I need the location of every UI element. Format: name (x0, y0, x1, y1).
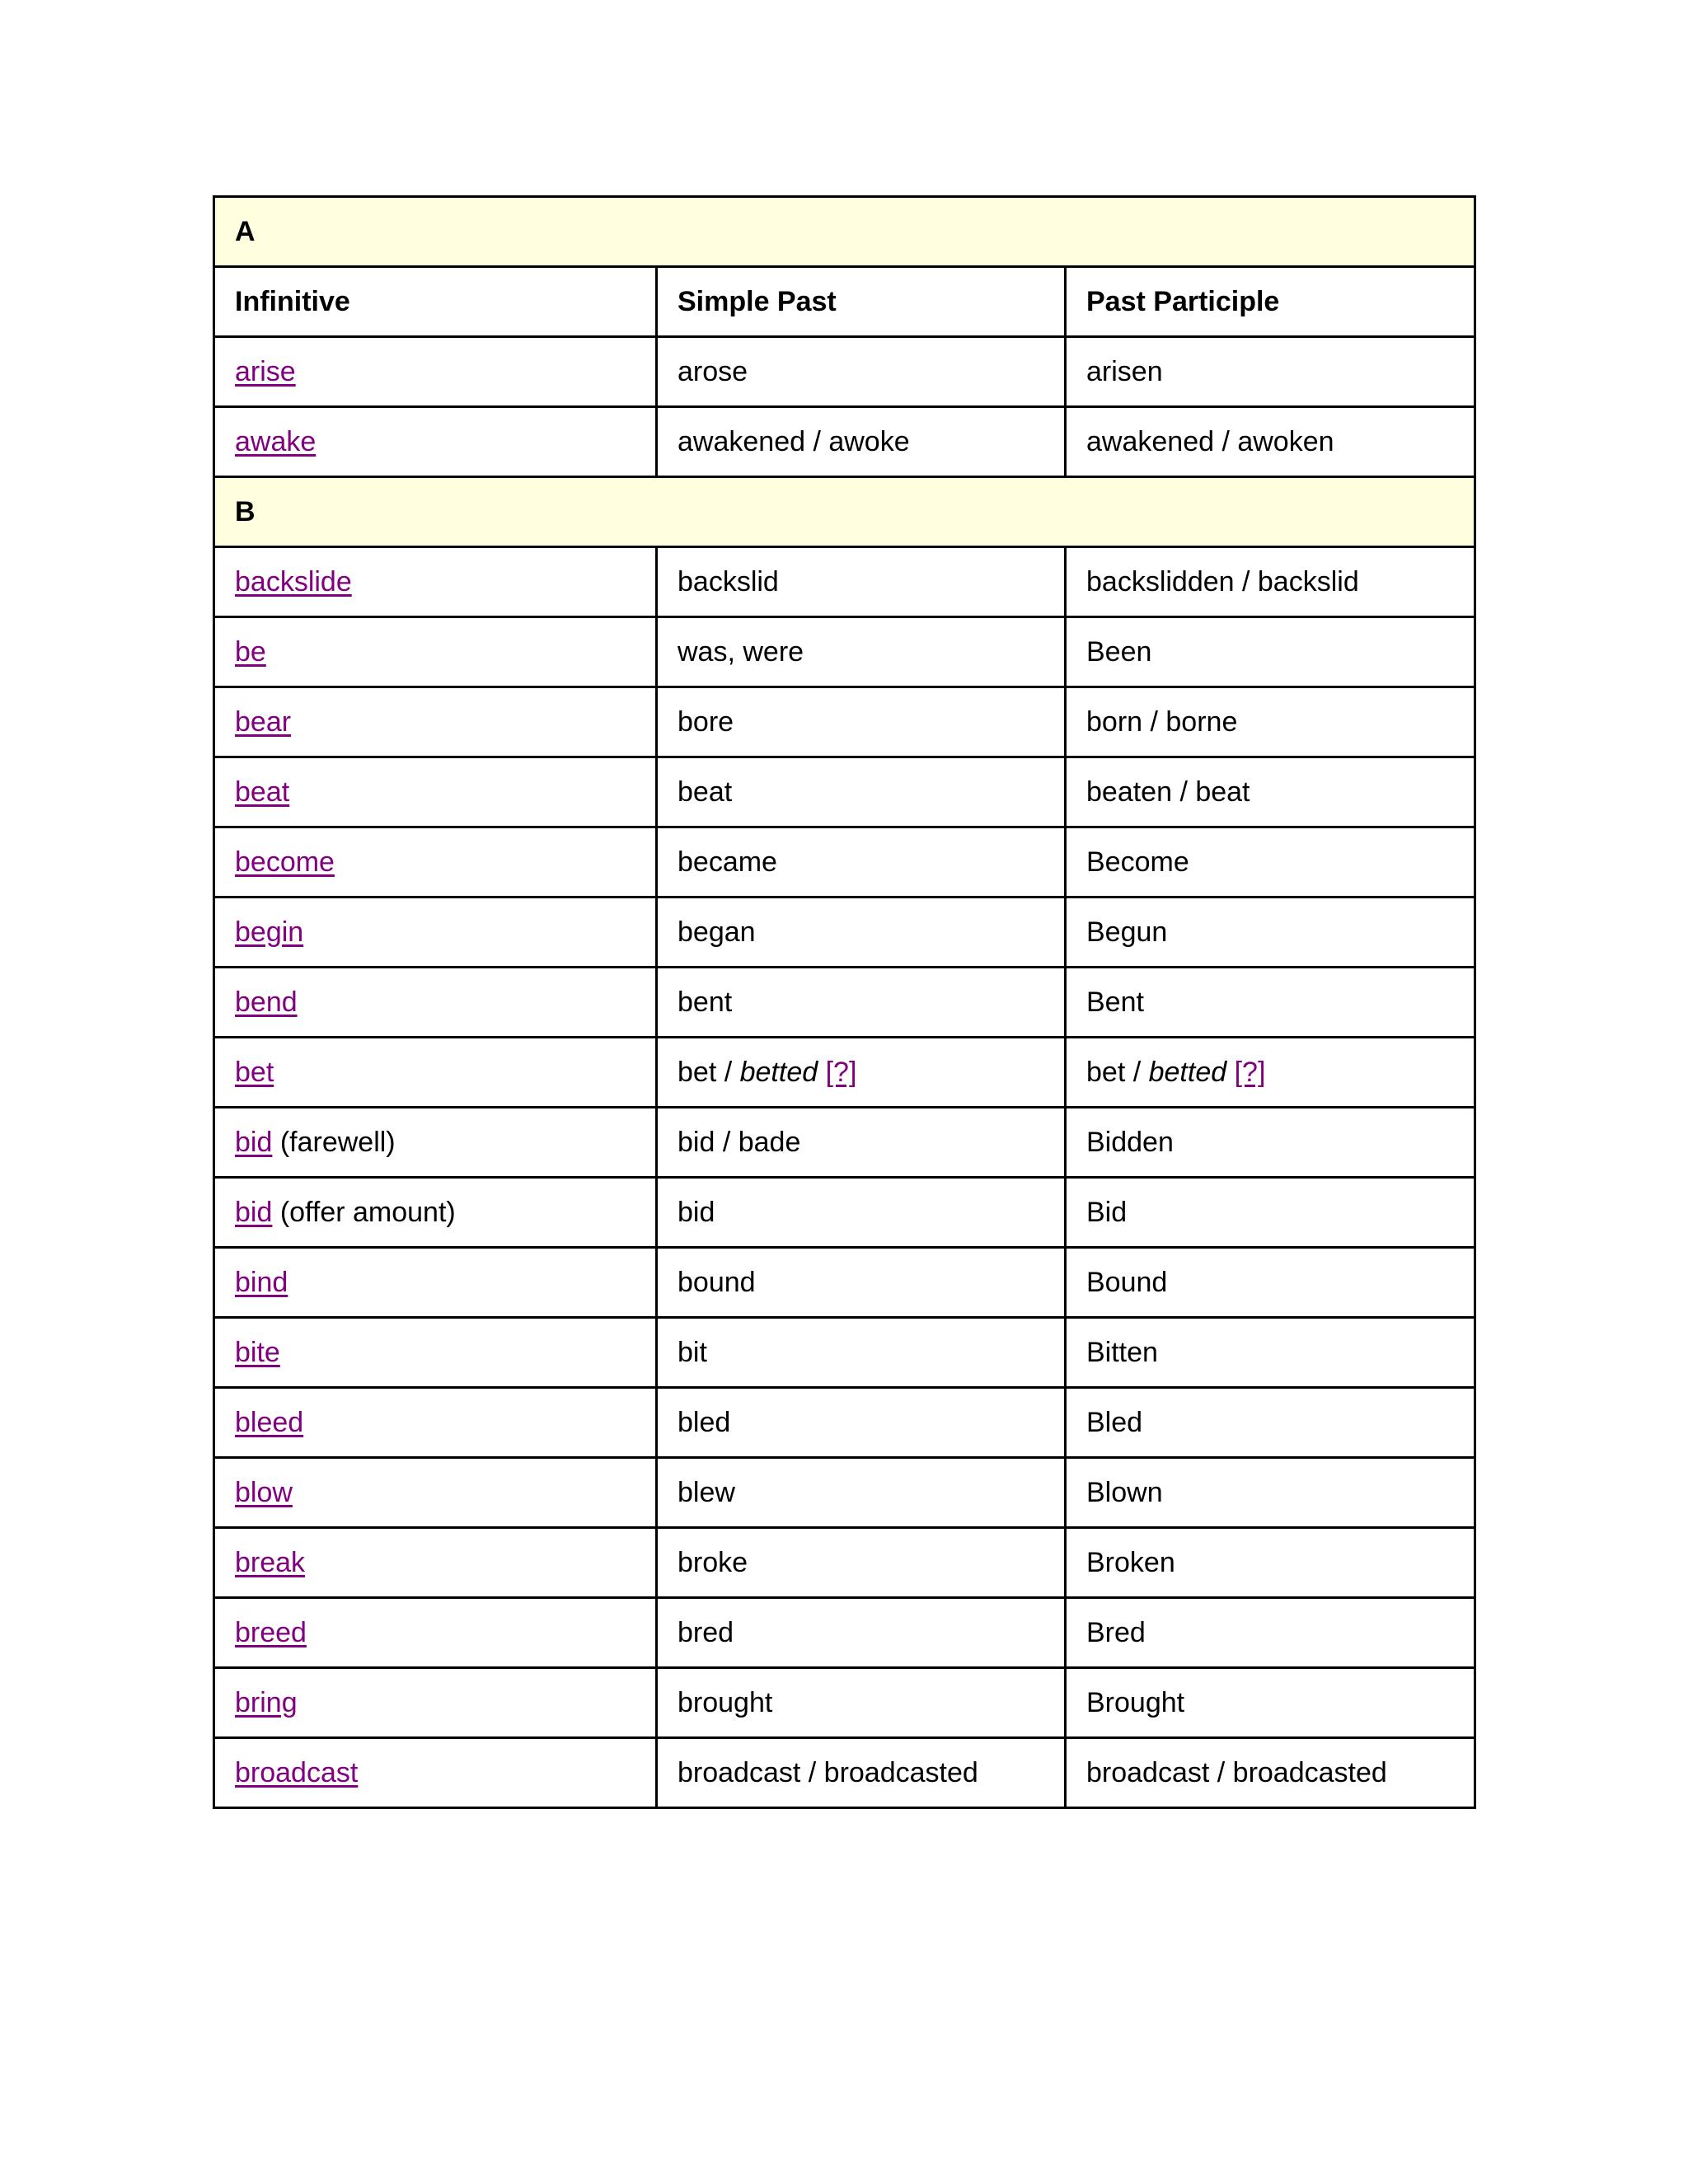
form-text: Begun (1086, 916, 1168, 948)
past-participle-cell (1066, 1668, 1475, 1738)
past-participle-cell (1066, 1528, 1475, 1598)
form-text: arisen (1086, 355, 1163, 387)
form-text: blew (678, 1476, 735, 1508)
past-participle-cell (1066, 1108, 1475, 1178)
verb-row (214, 827, 1475, 898)
form-text: was, were (678, 635, 804, 668)
verb-link[interactable]: backslide (235, 565, 352, 598)
verb-row (214, 898, 1475, 968)
verb-row (214, 1248, 1475, 1318)
infinitive-cell (214, 1598, 657, 1668)
verb-link[interactable]: breed (235, 1616, 307, 1648)
verb-link[interactable]: bite (235, 1336, 280, 1368)
verb-row (214, 617, 1475, 687)
form-text: brought (678, 1686, 773, 1718)
verb-row (214, 1598, 1475, 1668)
form-text: Bled (1086, 1406, 1143, 1438)
verb-row (214, 407, 1475, 477)
verb-row (214, 757, 1475, 827)
form-text: awakened / awoke (678, 425, 910, 457)
simple-past-cell (657, 1458, 1066, 1528)
verb-table-body (214, 197, 1475, 1808)
simple-past-cell (657, 407, 1066, 477)
infinitive-cell (214, 898, 657, 968)
verb-row (214, 1318, 1475, 1388)
form-text: backslid (678, 565, 779, 598)
verb-row (214, 968, 1475, 1038)
verb-row (214, 1038, 1475, 1108)
infinitive-cell (214, 1738, 657, 1808)
past-participle-cell (1066, 898, 1475, 968)
simple-past-cell (657, 1038, 1066, 1108)
verb-row (214, 687, 1475, 757)
verb-note: (farewell) (272, 1126, 396, 1158)
simple-past-cell (657, 968, 1066, 1038)
form-text: Bitten (1086, 1336, 1158, 1368)
form-text: Bent (1086, 986, 1144, 1018)
infinitive-cell (214, 757, 657, 827)
form-text (818, 1057, 825, 1088)
reference-link[interactable]: [?] (825, 1056, 857, 1088)
verb-link[interactable]: bend (235, 986, 298, 1018)
past-participle-cell (1066, 1318, 1475, 1388)
verb-link[interactable]: be (235, 635, 266, 668)
infinitive-cell (214, 1038, 657, 1108)
past-participle-cell (1066, 687, 1475, 757)
past-participle-cell (1066, 547, 1475, 617)
section-letter: A (214, 197, 1475, 267)
past-participle-cell (1066, 757, 1475, 827)
simple-past-cell (657, 1248, 1066, 1318)
infinitive-cell (214, 617, 657, 687)
simple-past-cell (657, 1388, 1066, 1458)
verb-row (214, 1668, 1475, 1738)
form-text: Broken (1086, 1546, 1175, 1578)
simple-past-cell (657, 757, 1066, 827)
infinitive-cell (214, 547, 657, 617)
simple-past-cell (657, 827, 1066, 898)
irregular-verbs-table (213, 195, 1476, 1809)
form-text: awakened / awoken (1086, 425, 1334, 457)
infinitive-cell (214, 1318, 657, 1388)
infinitive-cell (214, 1458, 657, 1528)
simple-past-cell (657, 1738, 1066, 1808)
past-participle-cell (1066, 1178, 1475, 1248)
verb-row (214, 1458, 1475, 1528)
form-text: became (678, 846, 777, 878)
form-text: bound (678, 1266, 756, 1298)
past-participle-cell (1066, 968, 1475, 1038)
form-text (1226, 1057, 1234, 1088)
verb-link[interactable]: blow (235, 1476, 293, 1508)
verb-link[interactable]: beat (235, 776, 290, 808)
form-text: born / borne (1086, 705, 1238, 738)
verb-note: (offer amount) (272, 1196, 456, 1228)
form-text: broke (678, 1546, 748, 1578)
form-text: Become (1086, 846, 1189, 878)
verb-row (214, 1738, 1475, 1808)
verb-link[interactable]: bleed (235, 1406, 304, 1438)
verb-link[interactable]: bet (235, 1056, 274, 1088)
form-text: backslidden / backslid (1086, 565, 1359, 598)
form-text: Bid (1086, 1196, 1128, 1228)
form-text: broadcast / broadcasted (678, 1756, 978, 1788)
past-participle-cell (1066, 1458, 1475, 1528)
form-text: Been (1086, 635, 1152, 668)
verb-row (214, 1108, 1475, 1178)
form-text: Bidden (1086, 1126, 1174, 1158)
verb-link[interactable]: bid (235, 1196, 273, 1228)
verb-row (214, 547, 1475, 617)
simple-past-cell (657, 1318, 1066, 1388)
reference-link[interactable]: [?] (1234, 1056, 1266, 1088)
section-letter: B (214, 477, 1475, 547)
verb-link[interactable]: become (235, 846, 335, 878)
section-row-a (214, 197, 1475, 267)
past-participle-cell (1066, 1038, 1475, 1108)
verb-link[interactable]: broadcast (235, 1756, 359, 1788)
form-text: began (678, 916, 756, 948)
form-text: beat (678, 776, 733, 808)
simple-past-cell (657, 1108, 1066, 1178)
form-text: bet / (678, 1056, 740, 1088)
form-text: beaten / beat (1086, 776, 1250, 808)
past-participle-cell (1066, 1738, 1475, 1808)
simple-past-cell (657, 337, 1066, 407)
verb-row (214, 337, 1475, 407)
form-text: bit (678, 1336, 707, 1368)
past-participle-cell (1066, 827, 1475, 898)
infinitive-cell (214, 687, 657, 757)
simple-past-cell (657, 1528, 1066, 1598)
form-text: bid (678, 1196, 715, 1228)
past-participle-cell (1066, 1388, 1475, 1458)
form-text: bid / bade (678, 1126, 801, 1158)
simple-past-cell (657, 687, 1066, 757)
infinitive-cell (214, 337, 657, 407)
past-participle-cell (1066, 617, 1475, 687)
form-text: arose (678, 355, 748, 387)
simple-past-cell (657, 1668, 1066, 1738)
simple-past-cell (657, 617, 1066, 687)
variant-form-text: betted (1148, 1056, 1227, 1088)
section-row-b (214, 477, 1475, 547)
simple-past-cell (657, 1178, 1066, 1248)
past-participle-cell (1066, 1248, 1475, 1318)
infinitive-cell (214, 1108, 657, 1178)
form-text: bred (678, 1616, 734, 1648)
form-text: bent (678, 986, 733, 1018)
verb-link[interactable]: arise (235, 355, 296, 387)
form-text: Brought (1086, 1686, 1185, 1718)
form-text: Bound (1086, 1266, 1168, 1298)
past-participle-cell (1066, 1598, 1475, 1668)
verb-row (214, 1388, 1475, 1458)
infinitive-cell (214, 1528, 657, 1598)
form-text: Bred (1086, 1616, 1146, 1648)
infinitive-cell (214, 968, 657, 1038)
infinitive-cell (214, 407, 657, 477)
header-simple-past: Simple Past (657, 267, 1066, 337)
infinitive-cell (214, 1178, 657, 1248)
form-text: broadcast / broadcasted (1086, 1756, 1387, 1788)
form-text: bore (678, 705, 734, 738)
infinitive-cell (214, 827, 657, 898)
form-text: bet / (1086, 1056, 1149, 1088)
header-infinitive: Infinitive (214, 267, 657, 337)
infinitive-cell (214, 1668, 657, 1738)
simple-past-cell (657, 1598, 1066, 1668)
verb-link[interactable]: awake (235, 425, 316, 457)
past-participle-cell (1066, 407, 1475, 477)
verb-link[interactable]: bring (235, 1686, 298, 1718)
form-text: Blown (1086, 1476, 1163, 1508)
verb-link[interactable]: bind (235, 1266, 288, 1298)
past-participle-cell (1066, 337, 1475, 407)
simple-past-cell (657, 898, 1066, 968)
verb-row (214, 1528, 1475, 1598)
infinitive-cell (214, 1388, 657, 1458)
form-text: bled (678, 1406, 731, 1438)
verb-link[interactable]: begin (235, 916, 304, 948)
variant-form-text: betted (739, 1056, 818, 1088)
verb-link[interactable]: break (235, 1546, 306, 1578)
header-past-participle: Past Participle (1066, 267, 1475, 337)
infinitive-cell (214, 1248, 657, 1318)
verb-link[interactable]: bid (235, 1126, 273, 1158)
verb-row (214, 1178, 1475, 1248)
verb-link[interactable]: bear (235, 705, 292, 738)
simple-past-cell (657, 547, 1066, 617)
column-header-row (214, 267, 1475, 337)
